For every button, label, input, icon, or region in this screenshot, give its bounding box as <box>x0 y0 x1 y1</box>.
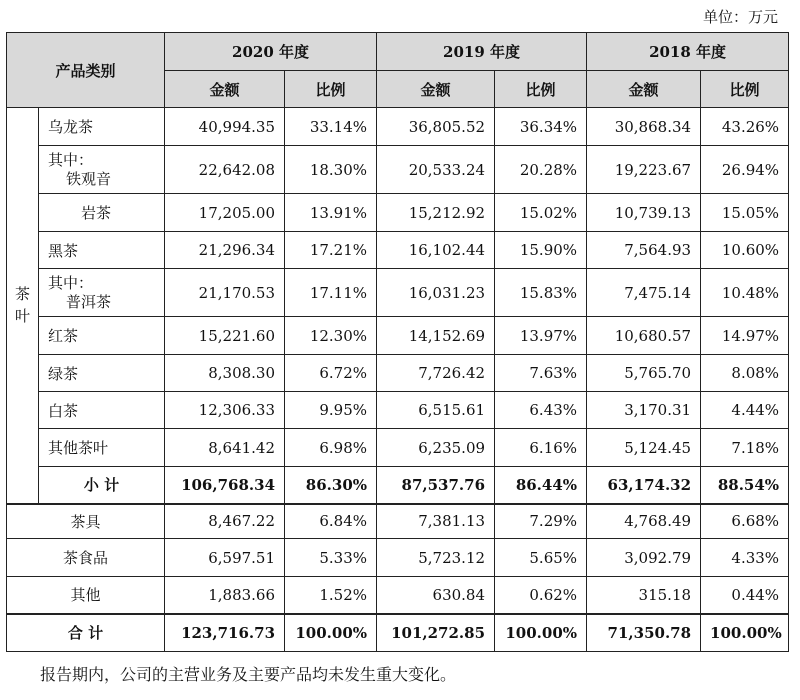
amount-cell: 315.18 <box>587 577 701 614</box>
table-row <box>7 355 789 392</box>
header-amount: 金额 <box>587 71 701 108</box>
ratio-cell: 1.52% <box>285 577 377 614</box>
header-amount: 金额 <box>165 71 285 108</box>
amount-cell: 3,170.31 <box>587 392 701 429</box>
amount-cell: 123,716.73 <box>165 614 285 652</box>
amount-cell: 106,768.34 <box>165 467 285 504</box>
ratio-cell: 100.00% <box>701 614 789 652</box>
ratio-cell: 36.34% <box>495 108 587 146</box>
ratio-cell: 7.63% <box>495 355 587 392</box>
amount-cell: 6,235.09 <box>377 429 495 467</box>
ratio-cell: 6.43% <box>495 392 587 429</box>
amount-cell: 21,170.53 <box>165 269 285 317</box>
table-row <box>7 269 789 317</box>
ratio-cell: 26.94% <box>701 146 789 194</box>
product-revenue-table <box>6 32 789 652</box>
amount-cell: 14,152.69 <box>377 317 495 355</box>
ratio-cell: 5.33% <box>285 539 377 577</box>
ratio-cell: 9.95% <box>285 392 377 429</box>
footer-note: 报告期内，公司的主营业务及主要产品均未发生重大变化。 <box>40 665 457 684</box>
amount-cell: 15,212.92 <box>377 194 495 232</box>
amount-cell: 21,296.34 <box>165 232 285 269</box>
header-year-2020: 2020 年度 <box>165 33 377 71</box>
amount-cell: 40,994.35 <box>165 108 285 146</box>
header-ratio: 比例 <box>285 71 377 108</box>
header-amount: 金额 <box>377 71 495 108</box>
amount-cell: 7,564.93 <box>587 232 701 269</box>
total-row <box>7 614 789 652</box>
ratio-cell: 17.11% <box>285 269 377 317</box>
amount-cell: 71,350.78 <box>587 614 701 652</box>
amount-cell: 6,597.51 <box>165 539 285 577</box>
row-label: 绿茶 <box>39 355 165 392</box>
ratio-cell: 6.72% <box>285 355 377 392</box>
table-row <box>7 232 789 269</box>
table-row <box>7 108 789 146</box>
ratio-cell: 7.29% <box>495 504 587 539</box>
amount-cell: 22,642.08 <box>165 146 285 194</box>
amount-cell: 5,765.70 <box>587 355 701 392</box>
ratio-cell: 43.26% <box>701 108 789 146</box>
amount-cell: 63,174.32 <box>587 467 701 504</box>
ratio-cell: 88.54% <box>701 467 789 504</box>
ratio-cell: 100.00% <box>285 614 377 652</box>
table-row <box>7 317 789 355</box>
row-label: 其他 <box>7 577 165 614</box>
ratio-cell: 20.28% <box>495 146 587 194</box>
amount-cell: 8,641.42 <box>165 429 285 467</box>
unit-label: 单位：万元 <box>702 8 778 26</box>
ratio-cell: 0.62% <box>495 577 587 614</box>
row-label: 黑茶 <box>39 232 165 269</box>
tea-group-label: 茶叶 <box>7 108 39 504</box>
header-year-2019: 2019 年度 <box>377 33 587 71</box>
amount-cell: 8,467.22 <box>165 504 285 539</box>
ratio-cell: 6.98% <box>285 429 377 467</box>
table-row <box>7 504 789 539</box>
ratio-cell: 86.44% <box>495 467 587 504</box>
row-label: 茶具 <box>7 504 165 539</box>
amount-cell: 8,308.30 <box>165 355 285 392</box>
table-row <box>7 577 789 614</box>
row-label: 红茶 <box>39 317 165 355</box>
ratio-cell: 5.65% <box>495 539 587 577</box>
row-label: 其中： 铁观音 <box>39 146 165 194</box>
amount-cell: 16,102.44 <box>377 232 495 269</box>
header-ratio: 比例 <box>495 71 587 108</box>
amount-cell: 101,272.85 <box>377 614 495 652</box>
amount-cell: 10,739.13 <box>587 194 701 232</box>
ratio-cell: 14.97% <box>701 317 789 355</box>
ratio-cell: 4.44% <box>701 392 789 429</box>
ratio-cell: 15.90% <box>495 232 587 269</box>
row-label: 茶食品 <box>7 539 165 577</box>
ratio-cell: 86.30% <box>285 467 377 504</box>
header-category: 产品类别 <box>7 33 165 108</box>
amount-cell: 5,723.12 <box>377 539 495 577</box>
row-label: 乌龙茶 <box>39 108 165 146</box>
table-row <box>7 194 789 232</box>
table-row <box>7 146 789 194</box>
row-label: 其他茶叶 <box>39 429 165 467</box>
table-row <box>7 392 789 429</box>
ratio-cell: 17.21% <box>285 232 377 269</box>
amount-cell: 19,223.67 <box>587 146 701 194</box>
amount-cell: 16,031.23 <box>377 269 495 317</box>
header-ratio: 比例 <box>701 71 789 108</box>
amount-cell: 4,768.49 <box>587 504 701 539</box>
amount-cell: 17,205.00 <box>165 194 285 232</box>
table-row <box>7 429 789 467</box>
ratio-cell: 13.91% <box>285 194 377 232</box>
ratio-cell: 12.30% <box>285 317 377 355</box>
amount-cell: 6,515.61 <box>377 392 495 429</box>
ratio-cell: 6.16% <box>495 429 587 467</box>
ratio-cell: 15.05% <box>701 194 789 232</box>
amount-cell: 630.84 <box>377 577 495 614</box>
amount-cell: 87,537.76 <box>377 467 495 504</box>
row-label: 岩茶 <box>39 194 165 232</box>
ratio-cell: 0.44% <box>701 577 789 614</box>
ratio-cell: 6.84% <box>285 504 377 539</box>
ratio-cell: 10.60% <box>701 232 789 269</box>
row-label: 小 计 <box>39 467 165 504</box>
amount-cell: 5,124.45 <box>587 429 701 467</box>
ratio-cell: 6.68% <box>701 504 789 539</box>
row-label: 白茶 <box>39 392 165 429</box>
amount-cell: 3,092.79 <box>587 539 701 577</box>
ratio-cell: 4.33% <box>701 539 789 577</box>
ratio-cell: 15.02% <box>495 194 587 232</box>
amount-cell: 36,805.52 <box>377 108 495 146</box>
amount-cell: 20,533.24 <box>377 146 495 194</box>
amount-cell: 12,306.33 <box>165 392 285 429</box>
amount-cell: 7,381.13 <box>377 504 495 539</box>
ratio-cell: 10.48% <box>701 269 789 317</box>
subtotal-row <box>7 467 789 504</box>
ratio-cell: 15.83% <box>495 269 587 317</box>
amount-cell: 7,726.42 <box>377 355 495 392</box>
row-label: 合 计 <box>7 614 165 652</box>
amount-cell: 30,868.34 <box>587 108 701 146</box>
ratio-cell: 100.00% <box>495 614 587 652</box>
ratio-cell: 13.97% <box>495 317 587 355</box>
ratio-cell: 18.30% <box>285 146 377 194</box>
row-label: 其中： 普洱茶 <box>39 269 165 317</box>
amount-cell: 10,680.57 <box>587 317 701 355</box>
ratio-cell: 8.08% <box>701 355 789 392</box>
amount-cell: 1,883.66 <box>165 577 285 614</box>
amount-cell: 15,221.60 <box>165 317 285 355</box>
table-row <box>7 539 789 577</box>
amount-cell: 7,475.14 <box>587 269 701 317</box>
header-year-2018: 2018 年度 <box>587 33 789 71</box>
ratio-cell: 7.18% <box>701 429 789 467</box>
ratio-cell: 33.14% <box>285 108 377 146</box>
